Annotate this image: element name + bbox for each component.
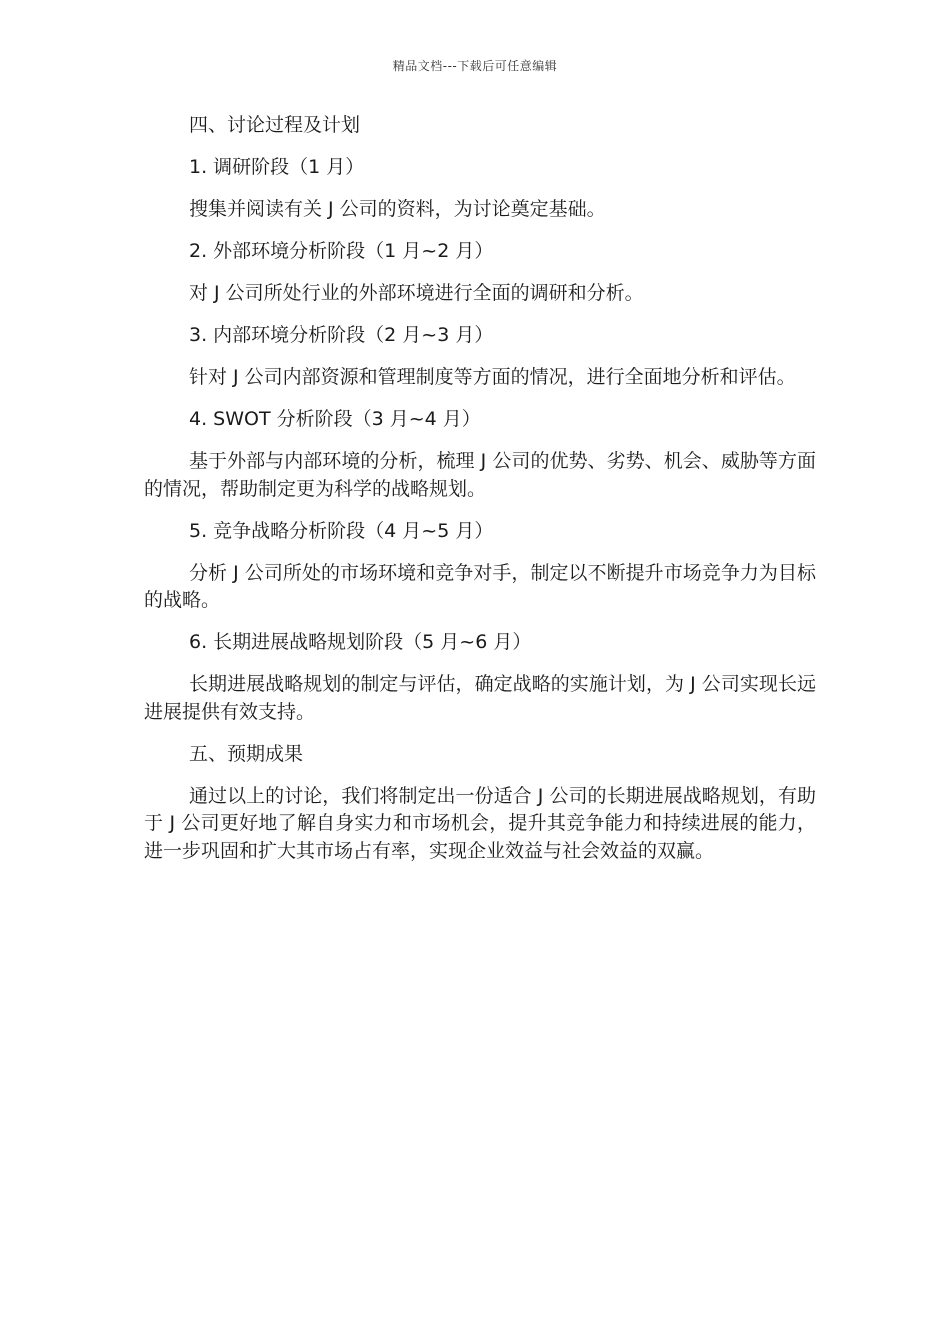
section-heading-expected-results: 五、预期成果	[189, 742, 304, 765]
phase-6-text: 长期进展战略规划的制定与评估，确定战略的实施计划，为 J 公司实现长远进展提供有效支持。	[144, 673, 816, 723]
phase-4-text: 基于外部与内部环境的分析，梳理 J 公司的优势、劣势、机会、威胁等方面的情况，帮助制定更为科学的战略规划。	[144, 450, 816, 500]
expected-results-text: 通过以上的讨论，我们将制定出一份适合 J 公司的长期进展战略规划，有助于 J 公司更好地了解自身实力和市场机会，提升其竞争能力和持续进展的能力，进一步巩固和扩大其市场占有率，实现企业效益与社会效益的双赢。	[144, 784, 816, 862]
page-header: 精品文档---下载后可任意编辑	[392, 59, 558, 73]
phase-2-text: 对 J 公司所处行业的外部环境进行全面的调研和分析。	[189, 282, 644, 304]
phase-3-heading: 3. 内部环境分析阶段（2 月~3 月）	[189, 324, 494, 346]
phase-6-heading: 6. 长期进展战略规划阶段（5 月~6 月）	[189, 631, 532, 653]
phase-5-text: 分析 J 公司所处的市场环境和竞争对手，制定以不断提升市场竞争力为目标的战略。	[144, 561, 816, 611]
phase-2-heading: 2. 外部环境分析阶段（1 月~2 月）	[189, 240, 494, 262]
phase-3-text: 针对 J 公司内部资源和管理制度等方面的情况，进行全面地分析和评估。	[189, 366, 796, 388]
phase-5-heading: 5. 竞争战略分析阶段（4 月~5 月）	[189, 519, 494, 542]
phase-4-heading: 4. SWOT 分析阶段（3 月~4 月）	[189, 408, 481, 430]
section-heading-process-plan: 四、讨论过程及计划	[189, 114, 361, 136]
phase-1-heading: 1. 调研阶段（1 月）	[189, 156, 365, 178]
document-body	[144, 112, 816, 880]
phase-1-text: 搜集并阅读有关 J 公司的资料，为讨论奠定基础。	[189, 198, 606, 220]
